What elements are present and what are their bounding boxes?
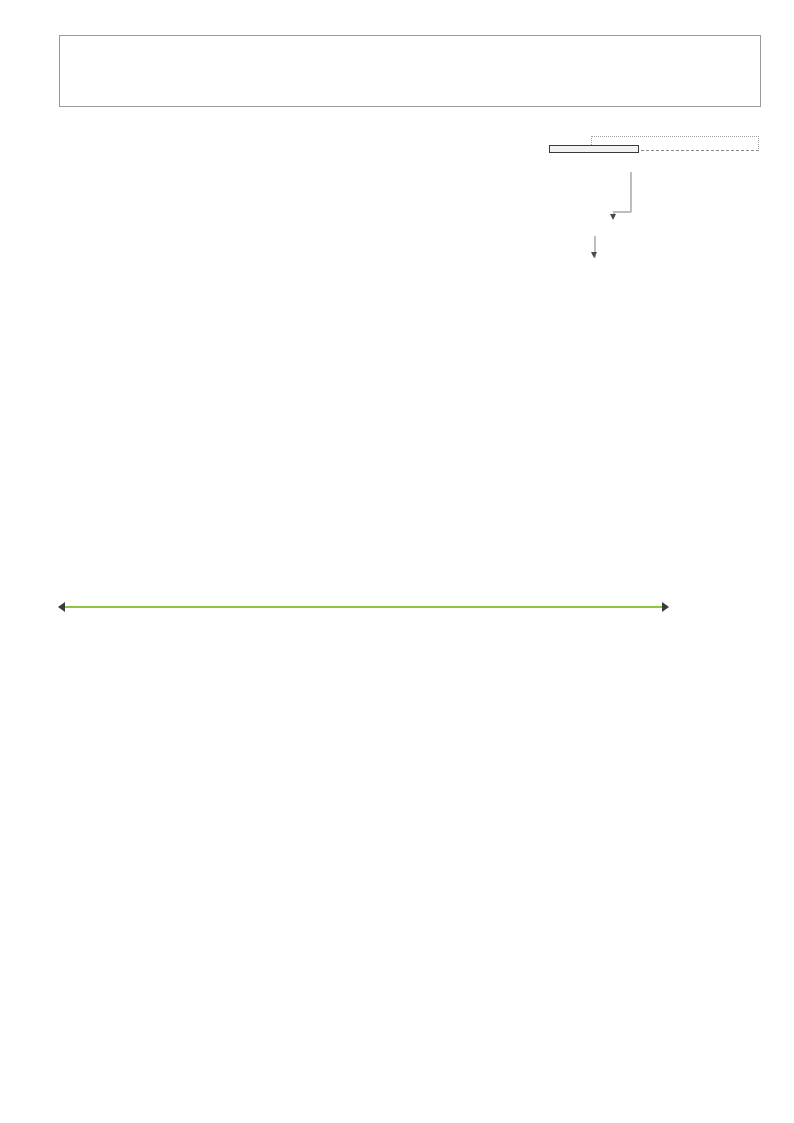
align-arrowhead — [591, 252, 597, 258]
callout-position-fields — [549, 145, 639, 153]
green-arrow-left — [58, 602, 65, 612]
callout-connector-h — [613, 211, 631, 213]
callout-arrowhead — [610, 214, 616, 220]
logo-placeholder[interactable] — [59, 35, 761, 107]
callout-connector-v1 — [630, 172, 632, 212]
green-arrow-right — [662, 602, 669, 612]
green-measure-line — [63, 606, 667, 608]
